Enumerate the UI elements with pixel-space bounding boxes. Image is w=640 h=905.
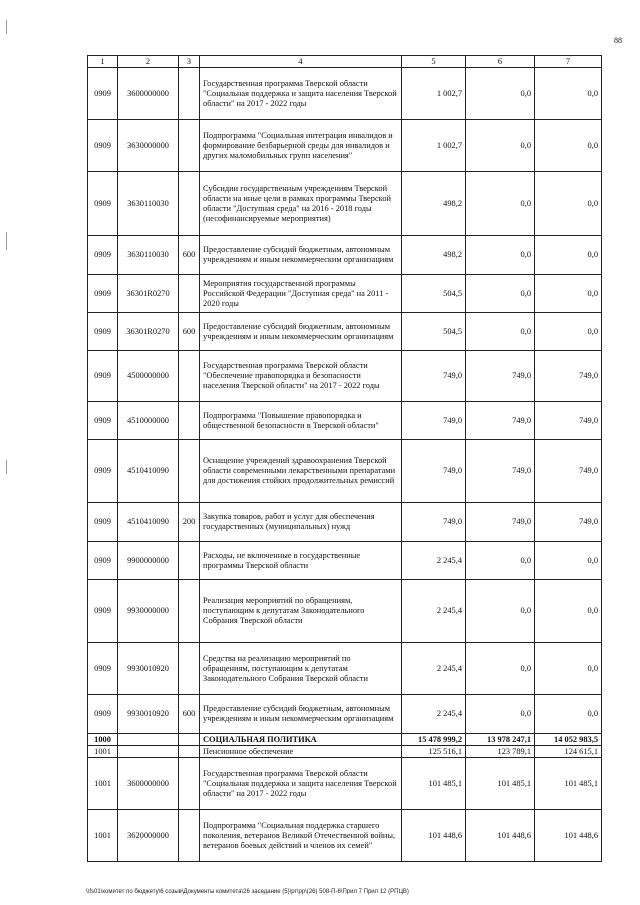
amount-col7-cell: 14 052 983,5 — [535, 734, 602, 746]
expense-type-cell — [179, 440, 200, 503]
amount-col7-cell: 0,0 — [535, 275, 602, 313]
target-code-cell: 36301R0270 — [118, 275, 179, 313]
amount-col5-cell: 2 245,4 — [402, 643, 466, 695]
amount-col7-cell: 749,0 — [535, 440, 602, 503]
target-code-cell: 4510000000 — [118, 402, 179, 440]
header-cell: 4 — [200, 56, 402, 68]
amount-col5-cell: 2 245,4 — [402, 580, 466, 643]
amount-col6-cell: 749,0 — [466, 402, 535, 440]
margin-mark — [6, 460, 7, 474]
amount-col7-cell: 749,0 — [535, 503, 602, 542]
target-code-cell: 3630000000 — [118, 120, 179, 172]
description-cell: Реализация мероприятий по обращениям, поступающим к депутатам Законодательного Собрания Тверской области — [200, 580, 402, 643]
expense-type-cell — [179, 746, 200, 758]
amount-col6-cell: 0,0 — [466, 695, 535, 734]
amount-col7-cell: 0,0 — [535, 542, 602, 580]
table-row — [88, 542, 602, 580]
section-code-cell: 0909 — [88, 275, 118, 313]
section-code-cell: 1000 — [88, 734, 118, 746]
expense-type-cell — [179, 580, 200, 643]
table-row — [88, 351, 602, 402]
table-row — [88, 734, 602, 746]
amount-col7-cell: 0,0 — [535, 68, 602, 120]
section-code-cell: 1001 — [88, 758, 118, 810]
description-cell: Государственная программа Тверской области "Социальная поддержка и защита населения Тверской области" на 2017 - 2022 годы — [200, 68, 402, 120]
expense-type-cell — [179, 542, 200, 580]
margin-mark — [6, 20, 7, 34]
section-code-cell: 0909 — [88, 351, 118, 402]
amount-col7-cell: 0,0 — [535, 643, 602, 695]
amount-col7-cell: 0,0 — [535, 236, 602, 275]
table-body — [88, 68, 602, 862]
description-cell: Средства на реализацию мероприятий по обращениям, поступающим к депутатам Законодательного Собрания Тверской области — [200, 643, 402, 695]
amount-col7-cell: 124 615,1 — [535, 746, 602, 758]
margin-mark — [6, 232, 7, 250]
amount-col7-cell: 0,0 — [535, 695, 602, 734]
target-code-cell: 9930010920 — [118, 643, 179, 695]
amount-col6-cell: 0,0 — [466, 68, 535, 120]
target-code-cell: 3630110030 — [118, 236, 179, 275]
section-code-cell: 0909 — [88, 643, 118, 695]
amount-col5-cell: 1 002,7 — [402, 68, 466, 120]
amount-col7-cell: 101 448,6 — [535, 810, 602, 862]
expense-type-cell — [179, 275, 200, 313]
expense-type-cell — [179, 402, 200, 440]
header-cell: 5 — [402, 56, 466, 68]
header-cell: 1 — [88, 56, 118, 68]
amount-col7-cell: 749,0 — [535, 402, 602, 440]
target-code-cell: 3600000000 — [118, 758, 179, 810]
section-code-cell: 0909 — [88, 402, 118, 440]
target-code-cell: 4500000000 — [118, 351, 179, 402]
description-cell: Государственная программа Тверской области "Социальная поддержка и защита населения Тверской области" на 2017 - 2022 годы — [200, 758, 402, 810]
amount-col6-cell: 0,0 — [466, 172, 535, 236]
table-row — [88, 440, 602, 503]
expense-type-cell — [179, 643, 200, 695]
amount-col6-cell: 0,0 — [466, 236, 535, 275]
table-row — [88, 120, 602, 172]
amount-col7-cell: 0,0 — [535, 120, 602, 172]
section-code-cell: 0909 — [88, 440, 118, 503]
section-code-cell: 0909 — [88, 695, 118, 734]
amount-col5-cell: 749,0 — [402, 503, 466, 542]
expense-type-cell — [179, 68, 200, 120]
table-row — [88, 746, 602, 758]
description-cell: Подпрограмма "Повышение правопорядка и общественной безопасности в Тверской области" — [200, 402, 402, 440]
description-cell: Предоставление субсидий бюджетным, автономным учреждениям и иным некоммерческим организациям — [200, 313, 402, 351]
amount-col5-cell: 1 002,7 — [402, 120, 466, 172]
expense-type-cell — [179, 172, 200, 236]
amount-col5-cell: 749,0 — [402, 440, 466, 503]
description-cell: Предоставление субсидий бюджетным, автономным учреждениям и иным некоммерческим организациям — [200, 236, 402, 275]
amount-col6-cell: 0,0 — [466, 120, 535, 172]
target-code-cell: 3620000000 — [118, 810, 179, 862]
expense-type-cell — [179, 351, 200, 402]
header-cell: 7 — [535, 56, 602, 68]
amount-col5-cell: 2 245,4 — [402, 695, 466, 734]
table-row — [88, 68, 602, 120]
amount-col7-cell: 101 485,1 — [535, 758, 602, 810]
header-cell: 2 — [118, 56, 179, 68]
amount-col5-cell: 498,2 — [402, 172, 466, 236]
amount-col6-cell: 0,0 — [466, 275, 535, 313]
description-cell: Государственная программа Тверской области "Обеспечение правопорядка и безопасности населения Тверской области" на 2017 - 2022 годы — [200, 351, 402, 402]
table-row — [88, 695, 602, 734]
table-row — [88, 758, 602, 810]
amount-col5-cell: 749,0 — [402, 351, 466, 402]
amount-col6-cell: 0,0 — [466, 580, 535, 643]
amount-col5-cell: 125 516,1 — [402, 746, 466, 758]
amount-col5-cell: 101 485,1 — [402, 758, 466, 810]
table-row — [88, 580, 602, 643]
description-cell: Расходы, не включенные в государственные программы Тверской области — [200, 542, 402, 580]
target-code-cell: 9930000000 — [118, 580, 179, 643]
description-cell: Оснащение учреждений здравоохранения Тверской области современными лекарственными препаратами для достижения стойких продолжительных ремиссий — [200, 440, 402, 503]
amount-col6-cell: 13 978 247,1 — [466, 734, 535, 746]
section-code-cell: 1001 — [88, 810, 118, 862]
amount-col6-cell: 749,0 — [466, 351, 535, 402]
amount-col7-cell: 0,0 — [535, 172, 602, 236]
description-cell: Подпрограмма "Социальная поддержка старшего поколения, ветеранов Великой Отечественной войны, ветеранов боевых действий и членов их семей" — [200, 810, 402, 862]
expense-type-cell — [179, 734, 200, 746]
target-code-cell — [118, 746, 179, 758]
target-code-cell: 3600000000 — [118, 68, 179, 120]
section-code-cell: 0909 — [88, 120, 118, 172]
amount-col7-cell: 0,0 — [535, 313, 602, 351]
expense-type-cell: 600 — [179, 313, 200, 351]
amount-col6-cell: 0,0 — [466, 542, 535, 580]
section-code-cell: 0909 — [88, 542, 118, 580]
target-code-cell: 9930010920 — [118, 695, 179, 734]
expense-type-cell — [179, 758, 200, 810]
table-row — [88, 810, 602, 862]
amount-col5-cell: 15 478 999,2 — [402, 734, 466, 746]
amount-col5-cell: 2 245,4 — [402, 542, 466, 580]
section-code-cell: 1001 — [88, 746, 118, 758]
expense-type-cell — [179, 120, 200, 172]
description-cell: СОЦИАЛЬНАЯ ПОЛИТИКА — [200, 734, 402, 746]
description-cell: Предоставление субсидий бюджетным, автономным учреждениям и иным некоммерческим организациям — [200, 695, 402, 734]
target-code-cell: 4510410090 — [118, 440, 179, 503]
table-row — [88, 313, 602, 351]
header-row — [88, 56, 602, 68]
target-code-cell: 36301R0270 — [118, 313, 179, 351]
target-code-cell: 9900000000 — [118, 542, 179, 580]
amount-col6-cell: 101 485,1 — [466, 758, 535, 810]
amount-col6-cell: 101 448,6 — [466, 810, 535, 862]
description-cell: Субсидии государственным учреждениям Тверской области на иные цели в рамках программы Тверской области "Доступная среда" на 2016 - 2018 годы (несофинансируемые мероприятия) — [200, 172, 402, 236]
header-cell: 3 — [179, 56, 200, 68]
table-row — [88, 275, 602, 313]
amount-col5-cell: 749,0 — [402, 402, 466, 440]
amount-col6-cell: 0,0 — [466, 643, 535, 695]
amount-col6-cell: 123 789,1 — [466, 746, 535, 758]
section-code-cell: 0909 — [88, 68, 118, 120]
expense-type-cell: 600 — [179, 236, 200, 275]
header-cell: 6 — [466, 56, 535, 68]
target-code-cell — [118, 734, 179, 746]
amount-col5-cell: 101 448,6 — [402, 810, 466, 862]
page-number: 88 — [614, 36, 622, 45]
section-code-cell: 0909 — [88, 172, 118, 236]
table-row — [88, 503, 602, 542]
section-code-cell: 0909 — [88, 313, 118, 351]
amount-col6-cell: 0,0 — [466, 313, 535, 351]
table-row — [88, 643, 602, 695]
section-code-cell: 0909 — [88, 236, 118, 275]
table-row — [88, 172, 602, 236]
amount-col5-cell: 504,5 — [402, 275, 466, 313]
amount-col6-cell: 749,0 — [466, 440, 535, 503]
amount-col6-cell: 749,0 — [466, 503, 535, 542]
target-code-cell: 4510410090 — [118, 503, 179, 542]
budget-table — [87, 55, 602, 862]
description-cell: Закупка товаров, работ и услуг для обеспечения государственных (муниципальных) нужд — [200, 503, 402, 542]
section-code-cell: 0909 — [88, 503, 118, 542]
amount-col7-cell: 0,0 — [535, 580, 602, 643]
expense-type-cell — [179, 810, 200, 862]
amount-col7-cell: 749,0 — [535, 351, 602, 402]
table-row — [88, 236, 602, 275]
table-row — [88, 402, 602, 440]
expense-type-cell: 600 — [179, 695, 200, 734]
file-path-footer: \\fs01\комитет по бюджету\6 созыв\Документы комитета\26 заседание (5)\рг\рр\(26) 508-П-6\Прил 7 Прил 12 (РПЦВ) — [86, 889, 409, 895]
description-cell: Мероприятия государственной программы Российской Федерации "Доступная среда" на 2011 - 2020 годы — [200, 275, 402, 313]
description-cell: Пенсионное обеспечение — [200, 746, 402, 758]
description-cell: Подпрограмма "Социальная интеграция инвалидов и формирование безбарьерной среды для инвалидов и других маломобильных групп населения" — [200, 120, 402, 172]
section-code-cell: 0909 — [88, 580, 118, 643]
expense-type-cell: 200 — [179, 503, 200, 542]
target-code-cell: 3630110030 — [118, 172, 179, 236]
amount-col5-cell: 498,2 — [402, 236, 466, 275]
amount-col5-cell: 504,5 — [402, 313, 466, 351]
